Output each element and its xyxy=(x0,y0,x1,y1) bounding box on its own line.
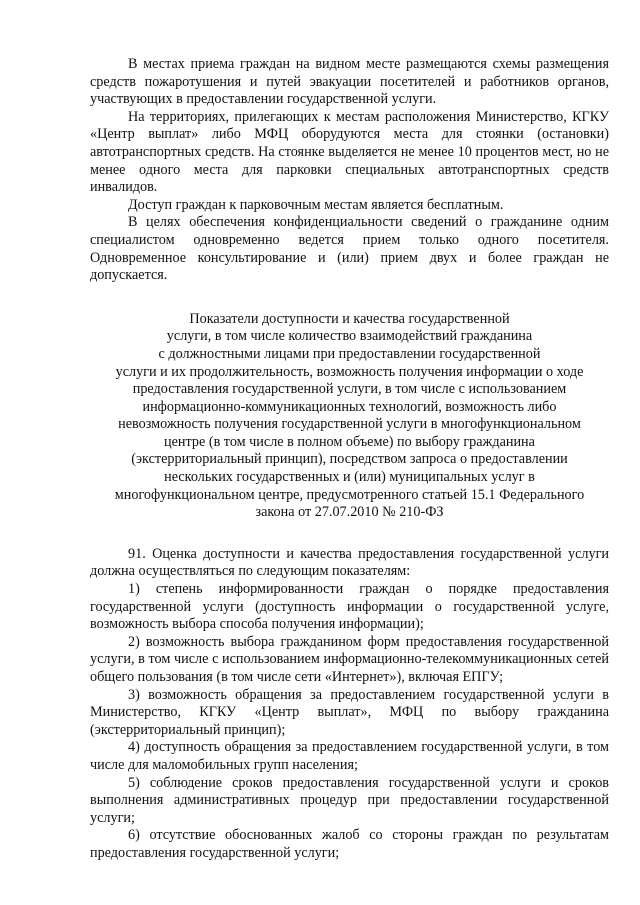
paragraph-indicator-6: 6) отсутствие обоснованных жалоб со стороны граждан по результатам предоставления государственной услуги; xyxy=(90,827,609,861)
heading-line: услуги, в том числе количество взаимодействий гражданина xyxy=(166,328,533,345)
paragraph-confidentiality: В целях обеспечения конфиденциальности сведений о гражданине одним специалистом одновременно ведется прием только одного посетителя. Одновременное консультирование и (или) прием двух и более граждан не допускается. xyxy=(90,214,609,284)
paragraph-free-parking: Доступ граждан к парковочным местам является бесплатным. xyxy=(128,196,504,213)
heading-line: предоставления государственной услуги, в том числе с использованием xyxy=(132,381,567,398)
heading-line: нескольких государственных и (или) муниципальных услуг в xyxy=(164,469,535,486)
heading-line: Показатели доступности и качества государственной xyxy=(189,310,510,327)
paragraph-item-91: 91. Оценка доступности и качества предоставления государственной услуги должна осуществляться по следующим показателям: xyxy=(90,545,609,580)
paragraph-indicator-5: 5) соблюдение сроков предоставления государственной услуги и сроков выполнения административных процедур при предоставлении государственной услуги; xyxy=(90,774,609,826)
heading-line: услуги и их продолжительность, возможность получения информации о ходе xyxy=(115,363,584,380)
section-heading xyxy=(90,311,609,522)
paragraph-indicator-1: 1) степень информированности граждан о порядке предоставления государственной услуги (доступность информации о государственной услуге, возможность выбора способа получения информации); xyxy=(90,581,609,633)
heading-line: невозможность получения государственной услуги в многофункциональном xyxy=(118,416,581,433)
document-page xyxy=(90,56,609,863)
heading-line: центре (в том числе в полном объеме) по выбору гражданина xyxy=(164,433,535,450)
paragraph-indicator-2: 2) возможность выбора гражданином форм предоставления государственной услуги, в том числе с использованием информационно-телекоммуникационных сетей общего пользования (в том числе сети «Интернет»), включая ЕПГУ; xyxy=(90,633,609,685)
heading-line: информационно-коммуникационных технологий, возможность либо xyxy=(142,398,557,415)
paragraph-indicator-4: 4) доступность обращения за предоставлением государственной услуги, в том числе для маломобильных групп населения; xyxy=(90,739,609,773)
paragraph-evacuation-schemes: В местах приема граждан на видном месте размещаются схемы размещения средств пожаротушения и путей эвакуации посетителей и работников органов, участвующих в предоставлении государственной услуги. xyxy=(90,56,609,108)
paragraph-indicator-3: 3) возможность обращения за предоставлением государственной услуги в Министерство, КГКУ «Центр выплат», МФЦ по выбору гражданина (экстерриториальный принцип); xyxy=(90,686,609,738)
heading-line: (экстерриториальный принцип), посредством запроса о предоставлении xyxy=(131,451,568,468)
heading-line: многофункциональном центре, предусмотренного статьей 15.1 Федерального xyxy=(114,486,585,503)
heading-line: с должностными лицами при предоставлении государственной xyxy=(158,345,541,362)
paragraph-parking-places: На территориях, прилегающих к местам расположения Министерство, КГКУ «Центр выплат» либо МФЦ оборудуются места для стоянки (остановки) автотранспортных средств. На стоянке выделяется не менее 10 процентов мест, но не менее одного места для парковки специальных автотранспортных средств инвалидов. xyxy=(90,108,609,196)
heading-line: закона от 27.07.2010 № 210-ФЗ xyxy=(255,504,444,521)
